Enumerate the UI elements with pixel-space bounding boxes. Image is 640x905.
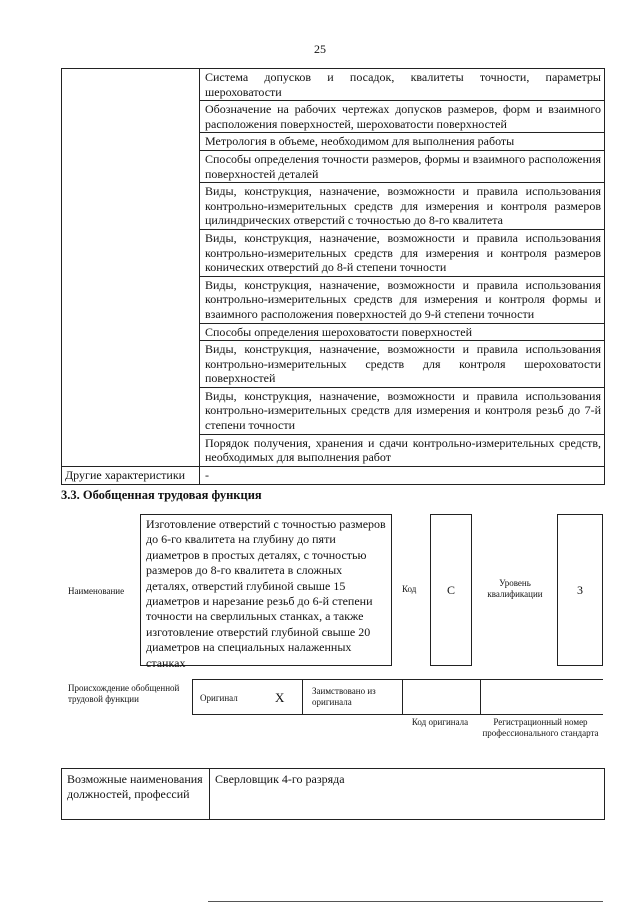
divider: [192, 680, 193, 714]
origin-label: Происхождение обобщенной трудовой функции: [68, 683, 180, 704]
registration-number-caption: Регистрационный номер профессионального стандарта: [482, 717, 599, 738]
other-characteristics-label: Другие характеристики: [62, 467, 200, 484]
skill-item: Способы определения шероховатости поверхностей: [200, 323, 604, 341]
skills-label-cell: [62, 69, 200, 466]
positions-label: Возможные наименования должностей, профессий: [62, 769, 210, 819]
page-number: 25: [314, 42, 326, 56]
positions-value: Сверловщик 4-го разряда: [215, 772, 345, 786]
other-characteristics-value: -: [205, 467, 209, 482]
function-code: С: [430, 514, 472, 666]
original-option: Оригинал: [200, 693, 238, 703]
skill-item: Виды, конструкция, назначение, возможности и правила использования контрольно-измерительных средств для измерения и контроля формы и взаимного расположения поверхностей до 9-й степени точности: [200, 276, 604, 323]
skill-item: Способы определения точности размеров, формы и взаимного расположения поверхностей деталей: [200, 150, 604, 182]
skill-item: Порядок получения, хранения и сдачи контрольно-измерительных средств, необходимых для выполнения работ: [200, 434, 604, 466]
divider: [302, 680, 303, 714]
positions-table: [61, 768, 605, 820]
other-characteristics-row: [62, 466, 604, 484]
skill-item: Система допусков и посадок, квалитеты точности, параметры шероховатости: [205, 70, 601, 99]
divider: [480, 680, 481, 714]
qualification-level: 3: [557, 514, 603, 666]
borrowed-option: Заимствовано из оригинала: [312, 686, 376, 707]
divider: [402, 680, 403, 714]
skill-item: Обозначение на рабочих чертежах допусков размеров, форм и взаимного расположения поверхностей, шероховатости поверхностей: [200, 100, 604, 132]
name-label: Наименование: [68, 586, 125, 596]
skill-item: Метрология в объеме, необходимом для выполнения работы: [200, 132, 604, 150]
divider: [208, 901, 603, 902]
skills-list: [200, 69, 604, 466]
skill-item: Виды, конструкция, назначение, возможности и правила использования контрольно-измерительных средств для измерения и контроля размеров конических отверстий до 8-й степени точности: [200, 229, 604, 276]
skills-table: [61, 68, 605, 485]
skills-row: [62, 69, 604, 466]
original-mark: Х: [275, 690, 285, 705]
level-label: Уровень квалификации: [487, 578, 543, 599]
code-label: Код: [402, 584, 417, 594]
section-title: 3.3. Обобщенная трудовая функция: [61, 488, 262, 502]
original-code-caption: Код оригинала: [411, 717, 469, 727]
skill-item: Виды, конструкция, назначение, возможности и правила использования контрольно-измерительных средств для измерения и контроля резьб до 7-й степени точности: [200, 387, 604, 434]
skill-item: Виды, конструкция, назначение, возможности и правила использования контрольно-измерительных средств для контроля шероховатости поверхностей: [200, 340, 604, 387]
function-name: Изготовление отверстий с точностью размеров до 6-го квалитета на глубину до пяти диаметров в простых деталях, с точностью размеров до 8-го квалитета в сложных деталях, отверстий глубиной свыше 15 диаметров и нарезание резьб до 6-й степени точности на сверлильных станках, а также изготовление отверстий глубиной свыше 20 диаметров на специальных налаженных станках: [140, 514, 392, 666]
skill-item: Виды, конструкция, назначение, возможности и правила использования контрольно-измерительных средств для измерения и контроля размеров цилиндрических отверстий с точностью до 8-го квалитета: [200, 182, 604, 229]
